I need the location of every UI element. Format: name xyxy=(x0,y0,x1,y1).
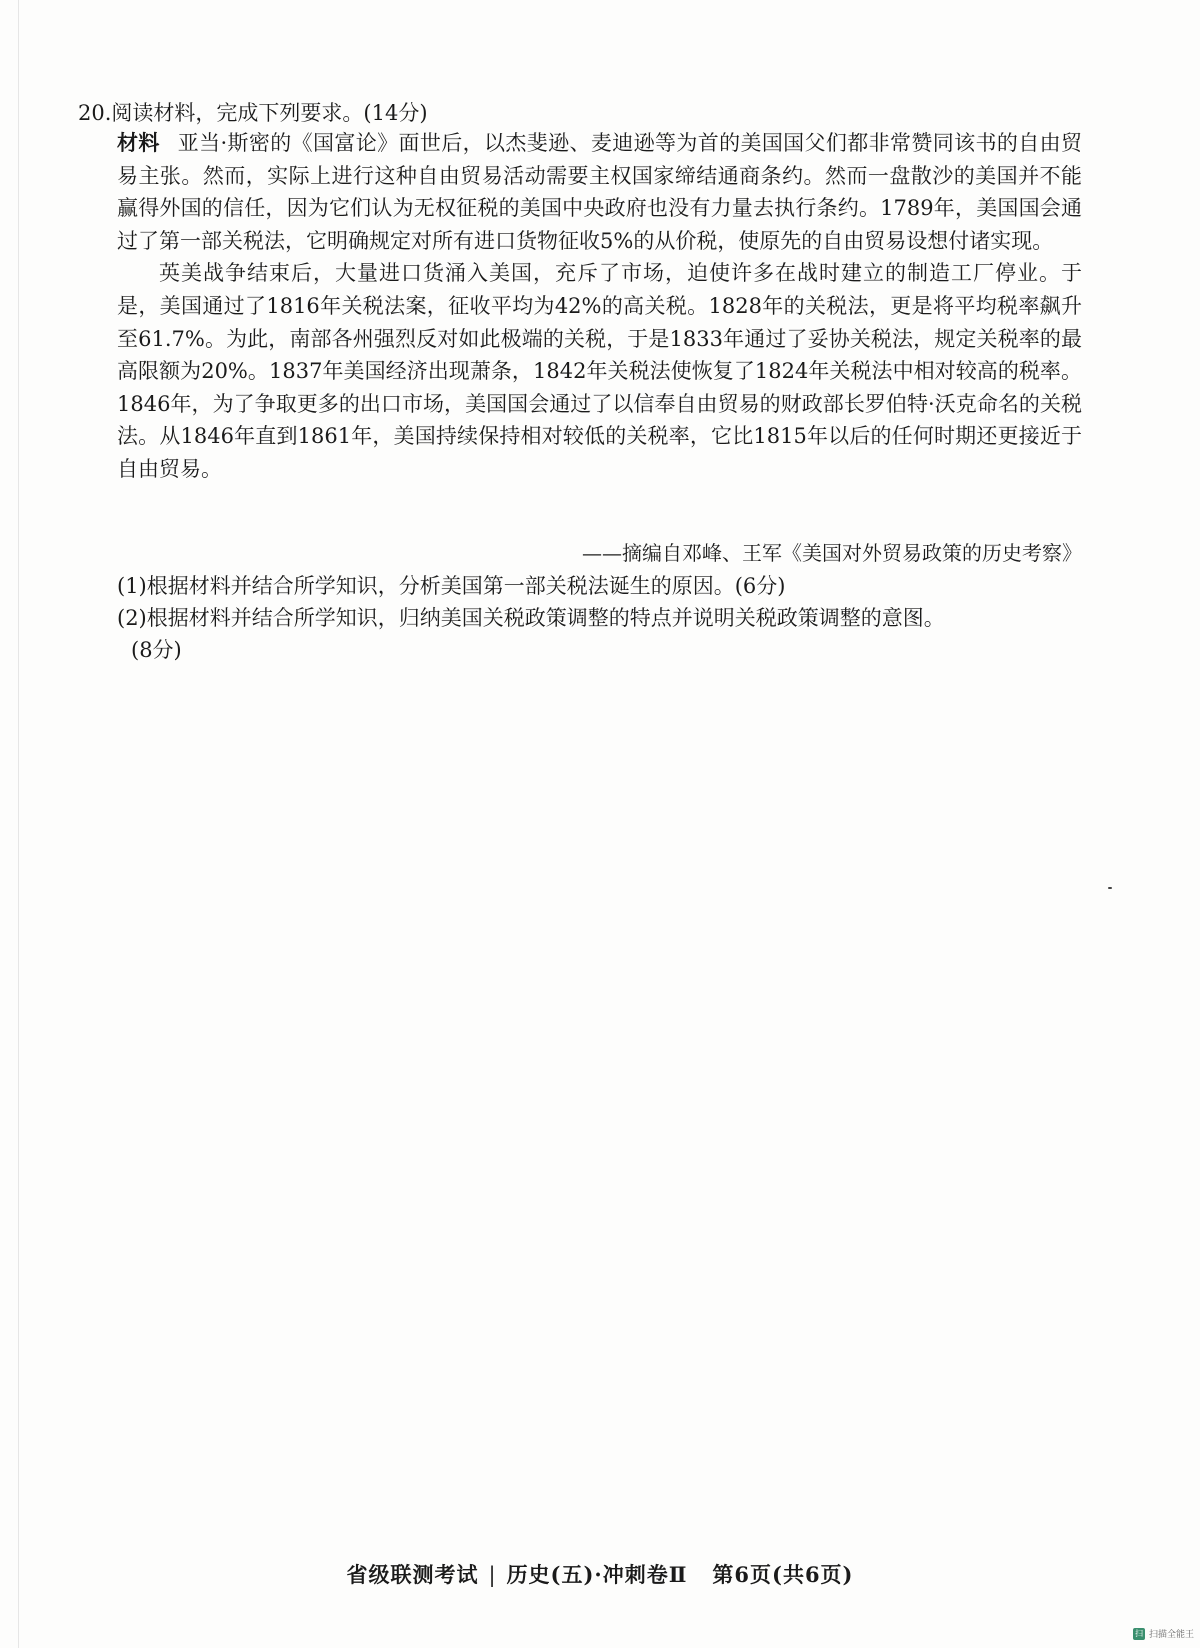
scan-edge-line xyxy=(18,0,19,1648)
question-instruction: 阅读材料，完成下列要求。(14分) xyxy=(111,101,428,125)
question-number: 20. xyxy=(78,101,112,125)
footer-subject: 历史(五)·冲刺卷Ⅱ xyxy=(506,1562,688,1587)
footer-exam: 省级联测考试 xyxy=(346,1562,479,1587)
sub-question-2-text: (2)根据材料并结合所学知识，归纳美国关税政策调整的特点并说明关税政策调整的意图。 xyxy=(117,606,945,630)
page-footer xyxy=(0,1560,1200,1590)
scanner-watermark xyxy=(1133,1627,1194,1640)
footer-separator: | xyxy=(488,1563,497,1587)
scanner-logo-icon: 扫 xyxy=(1134,1628,1143,1638)
material-source: ——摘编自邓峰、王军《美国对外贸易政策的历史考察》 xyxy=(582,541,1082,565)
sub-question-2-score: (8分) xyxy=(131,638,182,662)
sub-question-1: (1)根据材料并结合所学知识，分析美国第一部关税法诞生的原因。(6分) xyxy=(117,574,786,598)
footer-page: 第6页(共6页) xyxy=(712,1562,854,1587)
material-paragraph-1-text: 亚当·斯密的《国富论》面世后，以杰斐逊、麦迪逊等为首的美国国父们都非常赞同该书的自由贸易主张。然而，实际上进行这种自由贸易活动需要主权国家缔结通商条约。然而一盘散沙的美国并不能赢得外国的信任，因为它们认为无权征税的美国中央政府也没有力量去执行条约。1789年，美国国会通过了第一部关税法，它明确规定对所有进口货物征收5%的从价税，使原先的自由贸易设想付诸实现。 xyxy=(117,131,1083,253)
sub-question-2 xyxy=(117,602,1087,666)
material-body xyxy=(117,127,1082,486)
scanner-watermark-text: 扫描全能王 xyxy=(1148,1630,1194,1640)
question-heading xyxy=(78,98,428,128)
scan-speck xyxy=(1108,887,1112,889)
material-paragraph-2: 英美战争结束后，大量进口货涌入美国，充斥了市场，迫使许多在战时建立的制造工厂停业。于是，美国通过了1816年关税法案，征收平均为42%的高关税。1828年的关税法，更是将平均税率飙升至61.7%。为此，南部各州强烈反对如此极端的关税，于是1833年通过了妥协关税法，规定关税率的最高限额为20%。1837年美国经济出现萧条，1842年关税法使恢复了1824年关税法中相对较高的税率。1846年，为了争取更多的出口市场，美国国会通过了以信奉自由贸易的财政部长罗伯特·沃克命名的关税法。从1846年直到1861年，美国持续保持相对较低的关税率，它比1815年以后的任何时期还更接近于自由贸易。 xyxy=(117,261,1082,481)
material-paragraph-1 xyxy=(117,127,1082,257)
material-label: 材料 xyxy=(117,130,160,155)
